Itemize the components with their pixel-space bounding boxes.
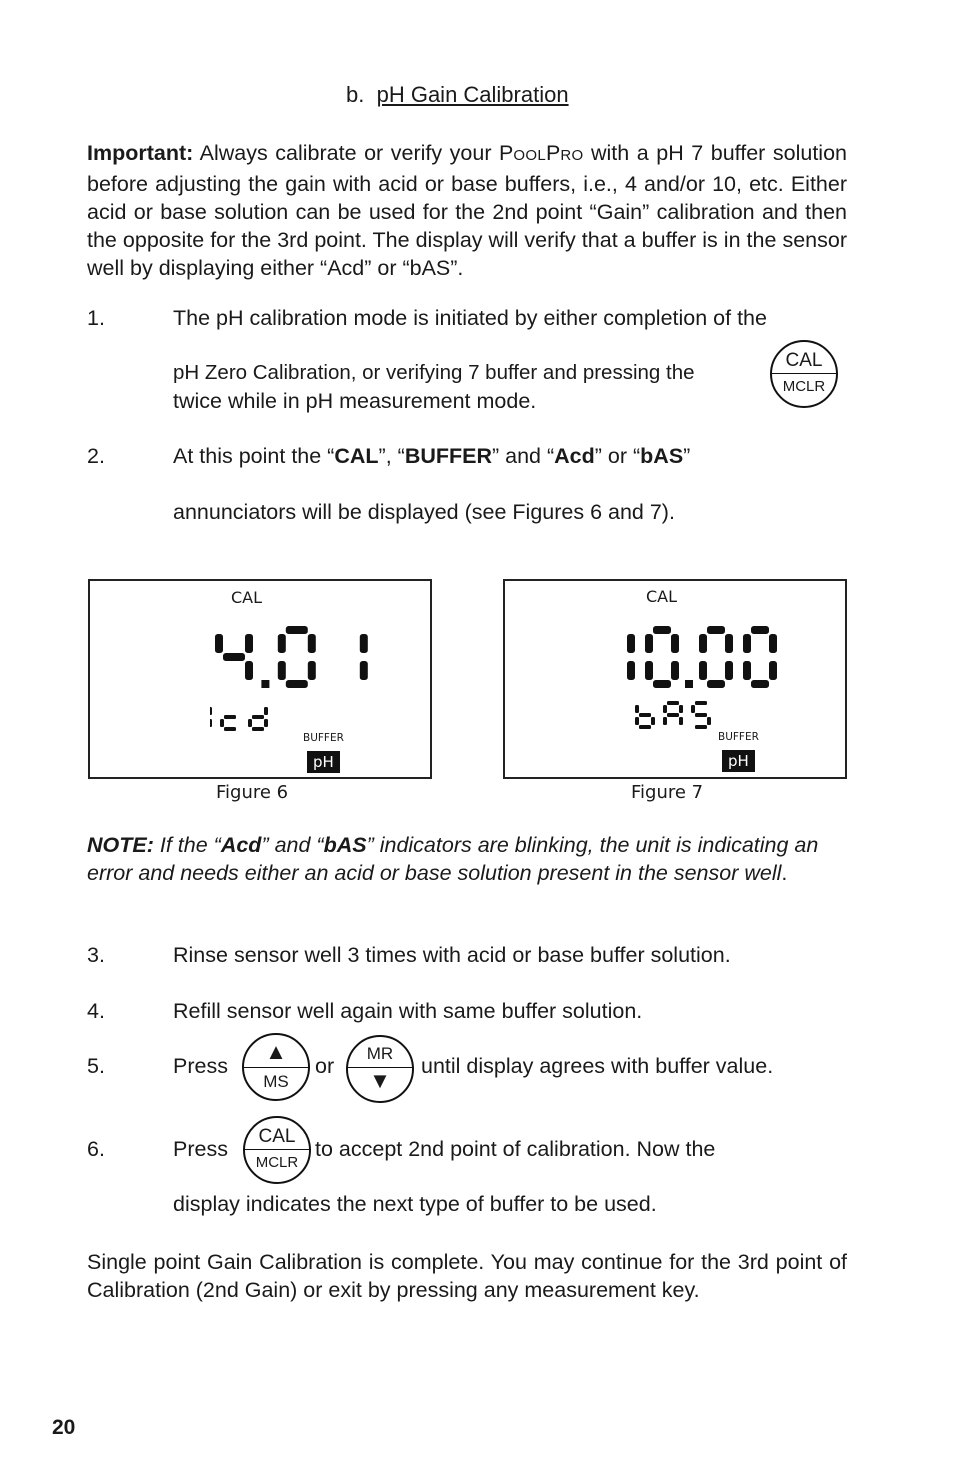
ms-up-key-icon xyxy=(242,1033,310,1101)
section-heading xyxy=(346,82,569,108)
fig7-digit-segment-b xyxy=(769,634,777,653)
fig7-buffer-annunciator: BUFFER xyxy=(718,731,759,743)
fig6-ind-segment-b xyxy=(264,707,268,715)
key-divider xyxy=(770,373,838,374)
note-acd: Acd xyxy=(220,833,262,857)
step-2-line1 xyxy=(173,444,690,469)
note-t1: If the “ xyxy=(153,833,221,857)
fig6-ind-segment-g xyxy=(252,715,264,719)
fig7-digit-segment-a xyxy=(653,626,671,634)
fig7-digit-segment-f xyxy=(645,634,653,653)
step-6-line2: display indicates the next type of buffer to be used. xyxy=(173,1192,657,1216)
fig6-ind-segment-d xyxy=(224,727,236,731)
key-divider xyxy=(242,1067,310,1068)
fig6-digit-segment-c xyxy=(245,661,253,680)
fig6-digit-decimal-point xyxy=(261,680,269,688)
fig7-reading-digits xyxy=(627,626,777,688)
figure-7-caption: Figure 7 xyxy=(631,782,704,803)
step-6-number: 6. xyxy=(87,1137,105,1161)
fig7-ind-segment-g xyxy=(639,713,651,717)
fig6-digit-segment-f xyxy=(278,634,286,653)
heading-title: pH Gain Calibration xyxy=(376,82,569,107)
fig6-digit-segment-e xyxy=(278,661,286,680)
step-1-line2: pH Zero Calibration, or verifying 7 buffer and pressing the xyxy=(173,361,695,384)
fig6-cal-annunciator: CAL xyxy=(231,588,263,607)
figure-6-lcd xyxy=(88,579,432,779)
fig6-buffer-annunciator: BUFFER xyxy=(303,732,344,744)
step-2-number: 2. xyxy=(87,444,105,468)
fig7-digit-segment-c xyxy=(671,661,679,680)
step-3-number: 3. xyxy=(87,943,105,967)
cal-key-top-label: CAL xyxy=(785,350,823,371)
step-6-text: to accept 2nd point of calibration. Now the xyxy=(315,1137,716,1161)
cal-key-top-label: CAL xyxy=(258,1126,296,1147)
fig6-digit-segment-c xyxy=(360,661,368,680)
s2-t2: ”, “ xyxy=(378,444,405,468)
figure-6-caption: Figure 6 xyxy=(216,782,289,803)
brand-name xyxy=(499,141,583,165)
fig7-indicator-text xyxy=(635,701,711,729)
s2-cal: CAL xyxy=(334,444,379,468)
fig6-digit-segment-a xyxy=(286,626,308,634)
fig7-digit-segment-b xyxy=(671,634,679,653)
fig6-ph-annunciator: pH xyxy=(307,751,340,773)
fig7-cal-annunciator: CAL xyxy=(646,587,678,606)
note-t3: ” indicators are blinking, the unit is indicating an error and needs either an acid or base solution present in the sensor well xyxy=(87,833,819,885)
fig7-ind-segment-g xyxy=(695,713,707,717)
step-1-line1: The pH calibration mode is initiated by either completion of the xyxy=(173,306,767,330)
cal-key-bottom-label: MCLR xyxy=(782,378,826,395)
fig6-segment-display xyxy=(210,621,370,741)
fig7-digit-segment-d xyxy=(751,680,769,688)
s2-t1: At this point the “ xyxy=(173,444,335,468)
fig7-digit-segment-d xyxy=(707,680,725,688)
important-text-a: Always calibrate or verify your xyxy=(193,141,500,165)
important-label: Important: xyxy=(87,141,194,165)
up-arrow-icon: ▲ xyxy=(265,1039,287,1064)
s2-bas: bAS xyxy=(640,444,684,468)
fig6-ind-segment-e xyxy=(220,719,224,727)
step-5-text: until display agrees with buffer value. xyxy=(421,1054,774,1078)
fig6-ind-segment-c xyxy=(264,719,268,727)
mr-key-label: MR xyxy=(366,1044,394,1063)
step-4-text: Refill sensor well again with same buffer solution. xyxy=(173,999,643,1023)
fig7-digit-segment-c xyxy=(627,661,635,680)
page-number: 20 xyxy=(52,1416,76,1439)
note-label: NOTE: xyxy=(87,833,154,857)
fig7-ind-segment-d xyxy=(639,725,651,729)
note-t4: . xyxy=(781,861,788,885)
fig7-ind-segment-g xyxy=(667,713,679,717)
fig7-ind-segment-d xyxy=(695,725,707,729)
cal-key-bottom-label: MCLR xyxy=(255,1154,299,1171)
fig7-ph-annunciator: pH xyxy=(722,750,755,772)
fig6-digit-segment-g xyxy=(223,653,245,661)
step-5-press: Press xyxy=(173,1054,228,1078)
fig6-ind-segment-b xyxy=(210,707,212,715)
s2-acd: Acd xyxy=(554,444,595,468)
fig7-digit-segment-b xyxy=(627,634,635,653)
fig6-digit-segment-b xyxy=(360,634,368,653)
fig6-ind-segment-e xyxy=(248,719,252,727)
conclusion-paragraph: Single point Gain Calibration is complete. You may continue for the 3rd point of Calibration (2nd Gain) or exit by pressing any measurement key. xyxy=(87,1250,847,1302)
fig7-digit-segment-c xyxy=(725,661,733,680)
note-t2: ” and “ xyxy=(261,833,324,857)
fig7-ind-segment-a xyxy=(667,701,679,705)
fig7-ind-segment-c xyxy=(707,717,711,725)
fig7-digit-segment-e xyxy=(743,661,751,680)
fig7-digit-segment-a xyxy=(707,626,725,634)
cal-mclr-key-icon xyxy=(243,1116,311,1184)
fig7-digit-segment-c xyxy=(769,661,777,680)
fig7-segment-display xyxy=(597,621,787,741)
brand-text: POOLPRO xyxy=(499,141,584,165)
ms-key-label: MS xyxy=(263,1072,289,1091)
heading-prefix: b. xyxy=(346,82,365,107)
fig6-ind-segment-g xyxy=(224,715,236,719)
fig6-digit-segment-b xyxy=(308,634,316,653)
fig7-ind-segment-b xyxy=(679,705,683,713)
step-5-or: or xyxy=(315,1054,335,1078)
fig7-digit-segment-b xyxy=(725,634,733,653)
s2-t5: ” xyxy=(683,444,691,468)
important-paragraph xyxy=(87,139,847,282)
fig7-digit-segment-f xyxy=(743,634,751,653)
step-6-press: Press xyxy=(173,1137,228,1161)
step-1-line3: twice while in pH measurement mode. xyxy=(173,389,537,413)
fig6-indicator-text xyxy=(210,703,268,731)
fig6-digit-segment-c xyxy=(308,661,316,680)
fig7-digit-segment-e xyxy=(645,661,653,680)
fig7-digit-segment-f xyxy=(699,634,707,653)
fig6-digit-segment-f xyxy=(215,634,223,653)
fig6-reading-digits xyxy=(215,626,368,688)
note-paragraph xyxy=(87,831,849,887)
s2-t4: ” or “ xyxy=(594,444,641,468)
note-bas: bAS xyxy=(323,833,367,857)
step-4-number: 4. xyxy=(87,999,105,1023)
fig7-digit-segment-e xyxy=(699,661,707,680)
fig7-digit-segment-d xyxy=(653,680,671,688)
step-1-number: 1. xyxy=(87,306,105,330)
mr-down-key-icon xyxy=(346,1035,414,1103)
fig7-digit-segment-a xyxy=(751,626,769,634)
key-divider xyxy=(243,1149,311,1150)
fig6-ind-segment-c xyxy=(210,719,212,727)
fig7-digit-decimal-point xyxy=(685,680,693,688)
fig7-ind-segment-c xyxy=(651,717,655,725)
fig7-ind-segment-a xyxy=(695,701,707,705)
fig7-ind-segment-e xyxy=(663,717,667,725)
fig7-ind-segment-f xyxy=(663,705,667,713)
fig6-digit-segment-d xyxy=(286,680,308,688)
fig7-ind-segment-f xyxy=(691,705,695,713)
fig6-ind-segment-d xyxy=(252,727,264,731)
s2-buffer: BUFFER xyxy=(404,444,492,468)
cal-mclr-key-icon xyxy=(770,340,838,408)
down-arrow-icon: ▼ xyxy=(369,1068,391,1093)
fig7-ind-segment-f xyxy=(635,705,639,713)
step-3-text: Rinse sensor well 3 times with acid or base buffer solution. xyxy=(173,943,731,967)
step-2-line2: annunciators will be displayed (see Figures 6 and 7). xyxy=(173,500,675,524)
figure-7-lcd xyxy=(503,579,847,779)
fig7-ind-segment-e xyxy=(635,717,639,725)
s2-t3: ” and “ xyxy=(492,444,555,468)
step-5-number: 5. xyxy=(87,1054,105,1078)
fig7-ind-segment-c xyxy=(679,717,683,725)
important-text-b: with a pH 7 buffer solution before adjusting the gain with acid or base buffers, i.e., 4 and/or 10, etc. Either acid or base solution can be used for the 2nd point “Gain” calibration and then the opposite for the 3rd point. The display will verify that a buffer is in the sensor well by displaying either “Acd” or “bAS”. xyxy=(87,141,847,280)
fig6-digit-segment-b xyxy=(245,634,253,653)
